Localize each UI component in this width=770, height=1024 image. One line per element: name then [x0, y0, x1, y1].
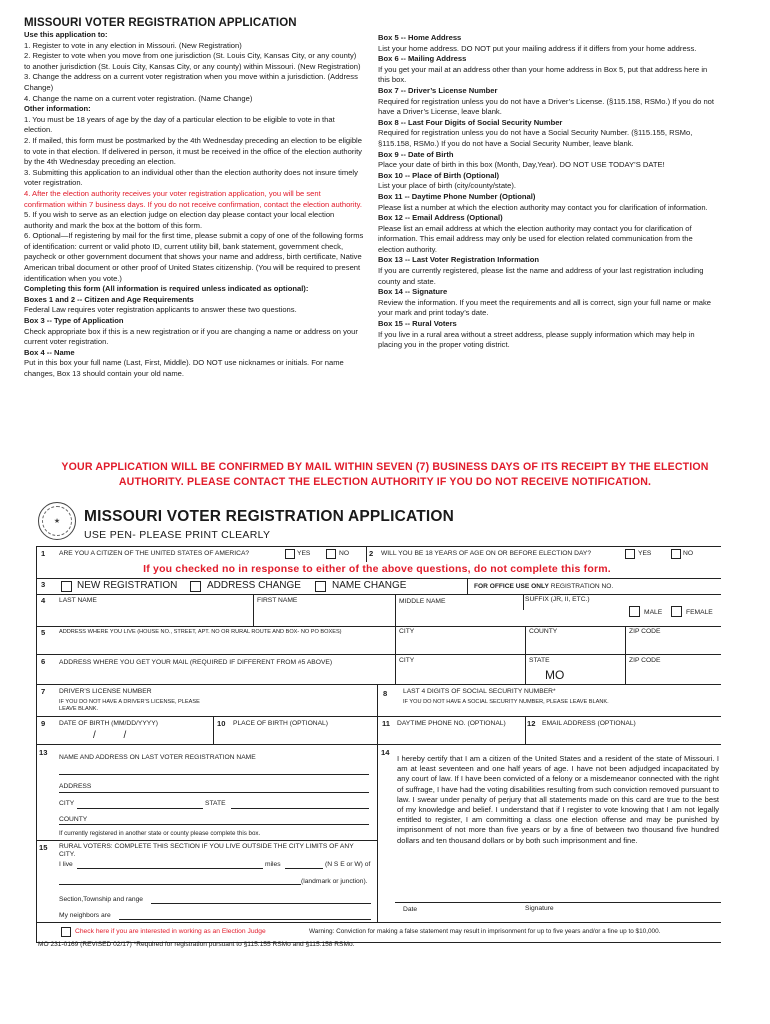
instruction-paragraph: 2. Register to vote when you move from one jurisdiction (St. Louis City, Kansas City, or any county) to another jurisdiction (St. Louis City, Kansas City, or any county) within Missouri. (New Registration) — [24, 51, 361, 71]
first-name-label: FIRST NAME — [257, 597, 298, 604]
instructions-left-column — [24, 30, 364, 380]
drivers-license-label: DRIVER’S LICENSE NUMBER — [59, 688, 152, 695]
instruction-paragraph: Other information: — [24, 104, 91, 114]
mailing-address-label: ADDRESS WHERE YOU GET YOUR MAIL (REQUIRED IF DIFFERENT FROM #5 ABOVE) — [59, 659, 333, 666]
rural-landmark-label: (landmark or junction). — [301, 878, 368, 885]
last-registration-address-label: ADDRESS — [59, 783, 92, 790]
instruction-paragraph: Box 10 -- Place of Birth (Optional) — [378, 170, 500, 180]
election-judge-checkbox[interactable] — [61, 927, 71, 937]
mailing-state-value: MO — [545, 668, 565, 682]
rural-neighbors-label: My neighbors are — [59, 912, 111, 919]
instruction-paragraph: 2. If mailed, this form must be postmarked by the 4th Wednesday preceding an election to be eligible to vote in that election. If delivered in person, it must be received in the office of the election authority by the 4th Wednesday preceding an election. — [24, 135, 362, 167]
mailing-zip-label: ZIP CODE — [629, 657, 661, 664]
age-question: WILL YOU BE 18 YEARS OF AGE ON OR BEFORE ELECTION DAY? — [381, 550, 592, 557]
instructions-right-column — [378, 33, 716, 351]
false-statement-warning: Warning: Conviction for making a false statement may result in imprisonment for up to five years and/or a fine up to $10,000. — [309, 928, 661, 935]
female-checkbox[interactable] — [671, 606, 682, 617]
home-city-label: CITY — [399, 628, 415, 635]
box-13-number: 13 — [39, 748, 48, 757]
mailing-state-label: STATE — [529, 657, 550, 664]
instruction-paragraph: Required for registration unless you do not have a Social Security Number. (§115.155, RSMo, §115.158, RSMo.) If you do not have a Social Security Number, leave blank. — [378, 128, 693, 148]
box-1-number: 1 — [41, 549, 46, 558]
instruction-paragraph: Review the information. If you meet the requirements and all is correct, sign your full name or make your mark and print today’s date. — [378, 297, 712, 318]
email-label: EMAIL ADDRESS (OPTIONAL) — [542, 720, 636, 727]
office-use-label: FOR OFFICE USE ONLY REGISTRATION NO. — [474, 583, 614, 590]
instruction-paragraph: Box 6 -- Mailing Address — [378, 54, 467, 64]
instruction-paragraph: 5. If you wish to serve as an election judge on election day please contact your local election authority and mark the box at the bottom of this form. — [24, 210, 335, 230]
instruction-paragraph: 3. Change the address on a current voter registration when you move within a jurisdiction. (Address Change) — [24, 72, 358, 92]
instruction-paragraph: Completing this form (All information is required unless indicated as optional): — [24, 284, 309, 294]
place-of-birth-label: PLACE OF BIRTH (OPTIONAL) — [233, 720, 329, 727]
instruction-paragraph: If you get your mail at an address other than your home address in Box 5, put that address here in this box. — [378, 64, 708, 85]
last-name-label: LAST NAME — [59, 597, 97, 604]
age-no-checkbox[interactable] — [671, 549, 681, 559]
age-no-label: NO — [683, 550, 694, 557]
ssn-label: LAST 4 DIGITS OF SOCIAL SECURITY NUMBER* — [403, 688, 556, 695]
middle-name-label: MIDDLE NAME — [399, 598, 446, 605]
citizen-no-checkbox[interactable] — [326, 549, 336, 559]
instruction-paragraph: 6. Optional—If registering by mail for the first time, please submit a copy of one of the following forms of identification: current or valid photo ID, current utility bill, bank statement, government check, paycheck or other government document that shows your name and address, birth certificate, Native American tribal document or other proof of United States citizenship. (You will be required to present identification when you vote.) — [24, 231, 364, 283]
instruction-paragraph: Box 7 -- Driver’s License Number — [378, 85, 498, 95]
election-judge-label: Check here if you are interested in working as an Election Judge — [75, 928, 266, 935]
last-registration-city-label: CITY — [59, 800, 75, 807]
instruction-paragraph: Required for registration unless you do not have a Driver’s License. (§115.158, RSMo.) If you do not have a Driver’s License, leave blank. — [378, 96, 714, 117]
daytime-phone-label: DAYTIME PHONE NO. (OPTIONAL) — [397, 720, 506, 727]
age-yes-label: YES — [638, 550, 652, 557]
citizen-yes-checkbox[interactable] — [285, 549, 295, 559]
box-11-number: 11 — [382, 719, 391, 728]
last-registration-state-label: STATE — [205, 800, 226, 807]
ssn-note: IF YOU DO NOT HAVE A SOCIAL SECURITY NUMBER, PLEASE LEAVE BLANK. — [403, 699, 609, 705]
box-2-number: 2 — [369, 549, 374, 558]
instruction-paragraph: Please list a number at which the election authority may contact you for clarification of information. — [378, 202, 708, 212]
instruction-paragraph: Federal Law requires voter registration applicants to answer these two questions. — [24, 305, 297, 315]
box-3-number: 3 — [41, 580, 46, 589]
mailing-city-label: CITY — [399, 657, 415, 664]
box-14-number: 14 — [381, 748, 390, 757]
instruction-paragraph: Box 12 -- Email Address (Optional) — [378, 213, 503, 223]
citizen-question: ARE YOU A CITIZEN OF THE UNITED STATES OF AMERICA? — [59, 550, 250, 557]
box-8-number: 8 — [383, 689, 388, 698]
box-9-number: 9 — [41, 719, 46, 728]
instruction-paragraph: If you live in a rural area without a street address, please supply information which may help in placing you in the proper voting district. — [378, 329, 695, 350]
instruction-paragraph: Check appropriate box if this is a new registration or if you are changing a name or address on your current voter registration. — [24, 326, 358, 347]
form-footer — [38, 941, 354, 948]
instruction-paragraph: 1. Register to vote in any election in Missouri. (New Registration) — [24, 40, 242, 50]
instruction-paragraph: Place your date of birth in this box (Month, Day,Year). DO NOT USE TODAY’S DATE! — [378, 160, 665, 170]
state-seal-icon: ★ — [38, 502, 76, 540]
citizen-no-label: NO — [339, 550, 350, 557]
instruction-paragraph: Box 13 -- Last Voter Registration Information — [378, 255, 540, 265]
eligibility-warning: If you checked no in response to either of the above questions, do not complete this form. — [143, 563, 611, 575]
male-checkbox[interactable] — [629, 606, 640, 617]
rural-i-live-label: I live — [59, 861, 73, 868]
instruction-paragraph: Boxes 1 and 2 -- Citizen and Age Requirements — [24, 294, 194, 304]
instructions-title: MISSOURI VOTER REGISTRATION APPLICATION — [24, 17, 297, 29]
instruction-paragraph: Please list an email address at which the election authority may contact you for clarification of information. This email address may only be used for election related communication from the election authority. — [378, 223, 693, 254]
drivers-license-note: IF YOU DO NOT HAVE A DRIVER’S LICENSE, PLEASE LEAVE BLANK. — [59, 699, 200, 712]
form-title: MISSOURI VOTER REGISTRATION APPLICATION — [84, 508, 455, 525]
required-footnote: *Required for registration pursuant to §115.155 RSMo and §115.158 RSMo. — [133, 941, 355, 948]
date-of-birth-slashes: / / — [93, 730, 127, 741]
box-12-number: 12 — [527, 719, 536, 728]
instruction-paragraph: Box 4 -- Name — [24, 347, 75, 357]
instruction-paragraph: Box 14 -- Signature — [378, 287, 448, 297]
box-5-number: 5 — [41, 628, 46, 637]
date-label: Date — [403, 906, 418, 913]
instruction-paragraph: List your place of birth (city/county/state). — [378, 181, 517, 191]
home-zip-label: ZIP CODE — [629, 628, 661, 635]
age-yes-checkbox[interactable] — [625, 549, 635, 559]
rural-voters-label: RURAL VOTERS: COMPLETE THIS SECTION IF YOU LIVE OUTSIDE THE CITY LIMITS OF ANY CITY. — [59, 843, 354, 859]
instruction-paragraph: Box 8 -- Last Four Digits of Social Security Number — [378, 117, 563, 127]
instruction-paragraph: If you are currently registered, please list the name and address of your last registration including county and state. — [378, 266, 704, 286]
rural-miles-label: miles — [265, 861, 281, 868]
home-address-label: ADDRESS WHERE YOU LIVE (HOUSE NO., STREET, APT. NO OR RURAL ROUTE AND BOX- NO PO BOXES) — [59, 629, 342, 635]
name-change-label: NAME CHANGE — [332, 580, 407, 591]
form-subtitle: USE PEN- PLEASE PRINT CLEARLY — [84, 529, 271, 541]
instruction-paragraph: Put in this box your full name (Last, First, Middle). DO NOT use nicknames or initials. For name changes, Box 13 should contain your old name. — [24, 358, 344, 378]
instruction-paragraph: Box 3 -- Type of Application — [24, 316, 124, 326]
box-6-number: 6 — [41, 657, 46, 666]
confirmation-notice: YOUR APPLICATION WILL BE CONFIRMED BY MAIL WITHIN SEVEN (7) BUSINESS DAYS OF ITS RECEIPT BY THE ELECTION AUTHORITY. PLEASE CONTACT THE ELECTION AUTHORITY IF YOU DO NOT RECEIVE NOTIFICATION. — [61, 461, 709, 488]
new-registration-checkbox[interactable] — [61, 581, 72, 592]
signature-label: Signature — [525, 905, 554, 912]
registration-form — [36, 546, 720, 943]
citizen-yes-label: YES — [297, 550, 311, 557]
box-10-number: 10 — [217, 719, 226, 728]
instruction-paragraph: List your home address. DO NOT put your mailing address if it differs from your home address. — [378, 43, 697, 53]
date-of-birth-label: DATE OF BIRTH (MM/DD/YYYY) — [59, 720, 158, 727]
rural-section-label: Section,Township and range — [59, 896, 144, 903]
instruction-paragraph: 3. Submitting this application to an individual other than the election authority does not insure timely voter registration. — [24, 167, 358, 188]
instruction-paragraph: 4. After the election authority receives your voter registration application, you will be sent confirmation within 7 business days. If you do not receive confirmation, contact the election authority. — [24, 188, 362, 209]
last-registration-note: If currently registered in another state or county please complete this box. — [59, 830, 261, 837]
male-label: MALE — [644, 609, 663, 616]
form-id: MO 231-0169 (REVISED 02/17) — [38, 941, 132, 948]
instruction-paragraph: Box 15 -- Rural Voters — [378, 319, 457, 329]
address-change-checkbox[interactable] — [190, 581, 201, 592]
instruction-paragraph: 4. Change the name on a current voter registration. (Name Change) — [24, 93, 253, 103]
rural-direction-label: (N S E or W) of — [325, 861, 371, 868]
certification-text: I hereby certify that I am a citizen of the United States and a resident of the state of Missouri. I am at least seventeen and one half years of age. I have not been adjudged incapacitated by any court of law. If I have been convicted of a felony or a misdemeanor connected with the right of suffrage, I have had the voting disabilities resulting from such conviction removed pursuant to law. I swear under penalty of perjury that all statements made on this card are true to the best of my knowledge and belief. I understand that if I register to vote knowing that I am not legally entitled to register, I am committing a class one election offense and may be punished by imprisonment of not more than five years or by a fine of between two thousand five hundred dollars and ten thousand dollars or by both such imprisonment and fine. — [397, 754, 719, 845]
box-4-number: 4 — [41, 596, 46, 605]
last-registration-county-label: COUNTY — [59, 816, 88, 823]
name-change-checkbox[interactable] — [315, 581, 326, 592]
box-7-number: 7 — [41, 687, 46, 696]
instruction-paragraph: 1. You must be 18 years of age by the day of a particular election to be eligible to vote in that election. — [24, 114, 335, 135]
instruction-paragraph: Box 11 -- Daytime Phone Number (Optional) — [378, 191, 536, 201]
address-change-label: ADDRESS CHANGE — [207, 580, 301, 591]
female-label: FEMALE — [686, 609, 713, 616]
box-15-number: 15 — [39, 843, 48, 852]
new-registration-label: NEW REGISTRATION — [77, 580, 178, 591]
home-county-label: COUNTY — [529, 628, 558, 635]
suffix-label: SUFFIX (JR, II, ETC.) — [525, 596, 590, 603]
instruction-paragraph: Box 9 -- Date of Birth — [378, 149, 454, 159]
instruction-paragraph: Box 5 -- Home Address — [378, 33, 462, 42]
last-registration-label: NAME AND ADDRESS ON LAST VOTER REGISTRATION NAME — [59, 754, 256, 761]
instruction-paragraph: Use this application to: — [24, 30, 108, 39]
